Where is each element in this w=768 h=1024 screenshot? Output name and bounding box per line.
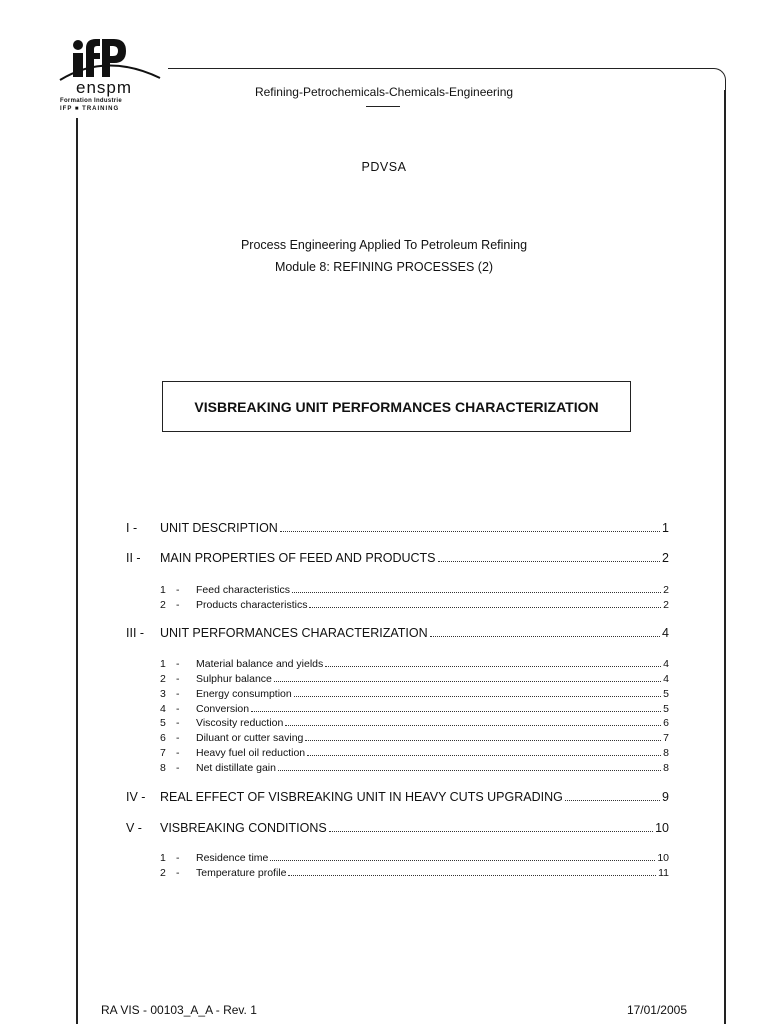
toc-number: V - (126, 821, 142, 835)
toc-number: 1 (160, 852, 166, 864)
ifp-logo-mark (56, 34, 166, 84)
toc-leader (325, 665, 661, 667)
toc-page: 4 (663, 658, 669, 670)
toc-number: 1 (160, 658, 166, 670)
toc-label: Heavy fuel oil reduction (196, 747, 306, 759)
toc-dash: - (176, 703, 180, 715)
toc-subsection (160, 852, 669, 864)
toc-leader (251, 710, 661, 712)
toc-section (126, 626, 669, 640)
toc-label: MAIN PROPERTIES OF FEED AND PRODUCTS (160, 551, 436, 565)
footer-reference: RA VIS - 00103_A_A - Rev. 1 (101, 1003, 257, 1017)
toc-page: 1 (662, 521, 669, 535)
toc-label: Viscosity reduction (196, 717, 284, 729)
toc-label: Diluant or cutter saving (196, 732, 304, 744)
toc-dash: - (176, 747, 180, 759)
toc-label: Energy consumption (196, 688, 292, 700)
toc-page: 9 (662, 790, 669, 804)
toc-leader (329, 830, 653, 832)
toc-dash: - (176, 688, 180, 700)
toc-number: 2 (160, 673, 166, 685)
toc-label: Material balance and yields (196, 658, 324, 670)
toc-label: Feed characteristics (196, 584, 290, 596)
toc-label: Temperature profile (196, 867, 287, 879)
toc-leader (438, 560, 661, 562)
toc-dash: - (176, 584, 180, 596)
toc-number: I - (126, 521, 138, 535)
header-title: Refining-Petrochemicals-Chemicals-Engineering (254, 85, 514, 99)
toc-page: 11 (658, 867, 669, 879)
toc-label: UNIT DESCRIPTION (160, 521, 278, 535)
toc-leader (430, 635, 660, 637)
client-name: PDVSA (361, 160, 407, 174)
toc-leader (292, 591, 661, 593)
toc-page: 5 (663, 688, 669, 700)
toc-subsection (160, 673, 669, 685)
toc-subsection (160, 658, 669, 670)
ifp-enspm-logo (56, 34, 156, 116)
toc-dash: - (176, 732, 180, 744)
toc-dash: - (176, 599, 180, 611)
document-title-text: VISBREAKING UNIT PERFORMANCES CHARACTERIZATION (194, 398, 599, 415)
page-frame-right (724, 90, 726, 1024)
toc-page: 2 (663, 584, 669, 596)
toc-subsection (160, 867, 669, 879)
logo-name: enspm (76, 78, 133, 97)
toc-number: 2 (160, 599, 166, 611)
toc-label: Net distillate gain (196, 762, 276, 774)
toc-number: II - (126, 551, 141, 565)
toc-number: 4 (160, 703, 166, 715)
toc-number: 1 (160, 584, 166, 596)
toc-leader (305, 739, 661, 741)
toc-number: 6 (160, 732, 166, 744)
toc-subsection (160, 584, 669, 596)
toc-leader (285, 724, 661, 726)
toc-dash: - (176, 717, 180, 729)
toc-label: Products characteristics (196, 599, 308, 611)
toc-page: 8 (663, 762, 669, 774)
toc-subsection (160, 717, 669, 729)
toc-leader (278, 769, 661, 771)
toc-leader (307, 754, 661, 756)
toc-number: IV - (126, 790, 146, 804)
toc-page: 7 (663, 732, 669, 744)
toc-page: 8 (663, 747, 669, 759)
toc-number: 7 (160, 747, 166, 759)
toc-section (126, 821, 669, 835)
toc-section (126, 551, 669, 565)
toc-label: UNIT PERFORMANCES CHARACTERIZATION (160, 626, 428, 640)
document-title (162, 381, 631, 432)
toc-leader (309, 606, 661, 608)
logo-subtitle: Formation Industrie (60, 98, 123, 104)
toc-section (126, 521, 669, 535)
toc-number: 2 (160, 867, 166, 879)
toc-subsection (160, 703, 669, 715)
toc-leader (274, 680, 661, 682)
toc-subsection (160, 732, 669, 744)
toc-label: VISBREAKING CONDITIONS (160, 821, 327, 835)
toc-leader (294, 695, 661, 697)
toc-leader (280, 530, 660, 532)
page-frame-left (76, 118, 78, 1024)
toc-dash: - (176, 673, 180, 685)
toc-label: Residence time (196, 852, 269, 864)
toc-page: 5 (663, 703, 669, 715)
toc-leader (270, 859, 655, 861)
course-title: Process Engineering Applied To Petroleum Refining (240, 238, 528, 252)
toc-leader (565, 799, 660, 801)
toc-dash: - (176, 852, 180, 864)
toc-section (126, 790, 669, 804)
toc-subsection (160, 599, 669, 611)
logo-training: IFP ■ TRAINING (60, 106, 120, 112)
toc-label: Conversion (196, 703, 250, 715)
module-title: Module 8: REFINING PROCESSES (2) (274, 260, 494, 274)
toc-page: 10 (655, 821, 669, 835)
toc-page: 4 (662, 626, 669, 640)
toc-leader (288, 874, 656, 876)
toc-page: 4 (663, 673, 669, 685)
toc-number: III - (126, 626, 145, 640)
toc-page: 2 (663, 599, 669, 611)
toc-subsection (160, 747, 669, 759)
page-frame-top (168, 68, 714, 69)
toc-subsection (160, 762, 669, 774)
toc-dash: - (176, 658, 180, 670)
toc-dash: - (176, 867, 180, 879)
toc-dash: - (176, 762, 180, 774)
toc-page: 6 (663, 717, 669, 729)
toc-number: 5 (160, 717, 166, 729)
footer-date: 17/01/2005 (626, 1003, 687, 1017)
toc-label: Sulphur balance (196, 673, 272, 685)
toc-number: 3 (160, 688, 166, 700)
header-rule (366, 106, 400, 107)
toc-page: 10 (657, 852, 669, 864)
toc-subsection (160, 688, 669, 700)
toc-label: REAL EFFECT OF VISBREAKING UNIT IN HEAVY CUTS UPGRADING (160, 790, 563, 804)
toc-number: 8 (160, 762, 166, 774)
toc-page: 2 (662, 551, 669, 565)
